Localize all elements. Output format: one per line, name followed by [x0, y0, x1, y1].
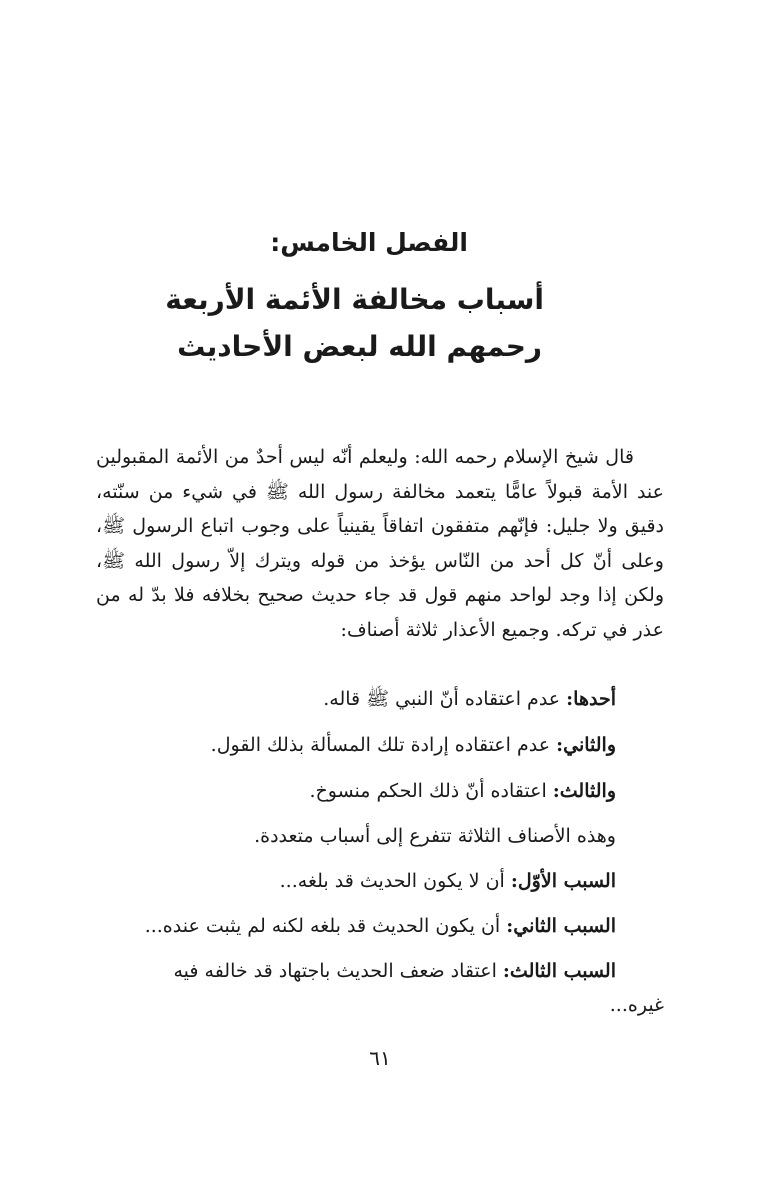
cause-2	[145, 915, 616, 937]
reason-2-text: عدم اعتقاده إرادة تلك المسألة بذلك القول.	[210, 734, 557, 756]
reason-2-label: والثاني:	[556, 734, 616, 756]
branches-note: وهذه الأصناف الثلاثة تتفرع إلى أسباب متعددة.	[254, 825, 616, 847]
cause-1	[280, 870, 616, 892]
reason-1	[323, 687, 616, 715]
cause-3	[94, 960, 616, 982]
reason-3	[309, 780, 616, 802]
cause-1-text: أن لا يكون الحديث قد بلغه...	[279, 870, 511, 892]
cause-2-text: أن يكون الحديث قد بلغه لكنه لم يثبت عنده...	[144, 915, 507, 937]
cause-3-label: السبب الثالث:	[502, 960, 616, 982]
cause-1-label: السبب الأوّل:	[510, 870, 616, 892]
reason-2	[211, 734, 616, 756]
reason-3-text: اعتقاده أنّ ذلك الحكم منسوخ.	[309, 780, 553, 802]
cause-2-label: السبب الثاني:	[506, 915, 616, 937]
chapter-label: الفصل الخامس:	[270, 228, 468, 257]
reason-1-label: أحدها:	[566, 688, 616, 710]
chapter-title-line-2: رحمهم الله لبعض الأحاديث	[177, 330, 542, 363]
cause-3-continuation: غيره...	[609, 994, 664, 1016]
reason-1-text: عدم اعتقاده أنّ النبي ﷺ قاله.	[323, 688, 567, 710]
intro-text: قال شيخ الإسلام رحمه الله: وليعلم أنّه ليس أحدٌ من الأئمة المقبولين عند الأمة قبولاً عامًّا يتعمد مخالفة رسول الله ﷺ في شيء من سنّته، دقيق ولا جليل: فإنّهم متفقون اتفاقاً يقينياً على وجوب اتباع الرسول ﷺ، وعلى أنّ كل أحد من النّاس يؤخذ من قوله ويترك إلاّ رسول الله ﷺ، ولكن إذا وجد لواحد منهم قول قد جاء حديث صحيح بخلافه فلا بدّ له من عذر في تركه. وجميع الأعذار ثلاثة أصناف:	[96, 446, 664, 641]
cause-3-text: اعتقاد ضعف الحديث باجتهاد قد خالفه فيه	[173, 960, 503, 982]
chapter-title-line-1: أسباب مخالفة الأئمة الأربعة	[165, 283, 544, 316]
reason-3-label: والثالث:	[552, 780, 616, 802]
page-number: ٦١	[369, 1046, 391, 1070]
intro-paragraph	[96, 440, 664, 647]
